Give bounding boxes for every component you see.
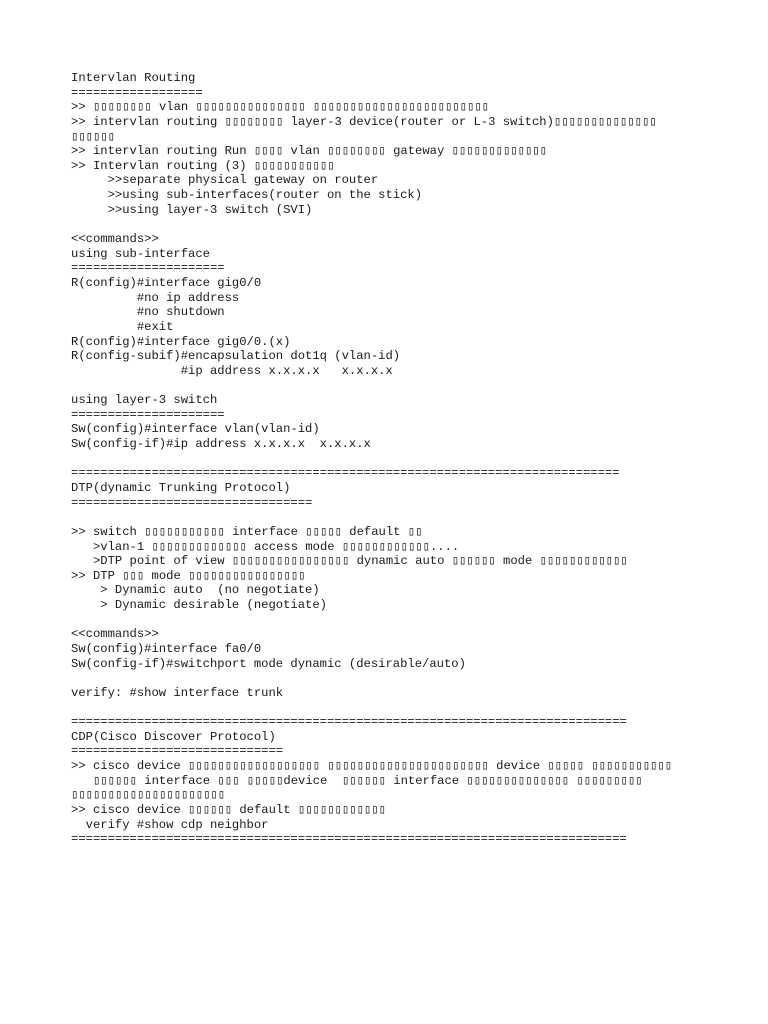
document-line: R(config-subif)#encapsulation dot1q (vlan-id) [71, 349, 401, 364]
document-line [71, 510, 672, 525]
document-line: Sw(config)#interface fa0/0 [71, 641, 262, 656]
document-line [71, 671, 672, 686]
document-line: verify #show cdp neighbor [71, 817, 269, 832]
document-line: <<commands>> [71, 232, 159, 247]
document-line: >>using sub-interfaces(router on the stick) [71, 188, 423, 203]
document-line: ▯▯▯▯▯▯▯▯▯▯▯▯▯▯▯▯▯▯▯▯▯ [71, 788, 226, 803]
document-line: Sw(config)#interface vlan(vlan-id) [71, 422, 320, 437]
document-line: Intervlan Routing [71, 71, 196, 85]
document-line: >> cisco device ▯▯▯▯▯▯▯▯▯▯▯▯▯▯▯▯▯▯ ▯▯▯▯▯▯▯▯▯▯▯▯▯▯▯▯▯▯▯▯▯▯ device ▯▯▯▯▯ ▯▯▯▯▯▯▯▯▯▯▯ [71, 759, 673, 774]
document-line: >> intervlan routing ▯▯▯▯▯▯▯▯ layer-3 device(router or L-3 switch)▯▯▯▯▯▯▯▯▯▯▯▯▯▯ [71, 114, 657, 129]
document-line: ============================= [71, 744, 284, 759]
document-line: #no shutdown [71, 305, 225, 320]
document-line [71, 613, 672, 628]
document-line: #no ip address [71, 290, 240, 305]
document-line: R(config)#interface gig0/0.(x) [71, 334, 291, 349]
document-line: >DTP point of view ▯▯▯▯▯▯▯▯▯▯▯▯▯▯▯▯ dynamic auto ▯▯▯▯▯▯ mode ▯▯▯▯▯▯▯▯▯▯▯▯ [71, 554, 628, 569]
document-line: >>using layer-3 switch (SVI) [71, 202, 313, 217]
document-line: ===================== [71, 261, 225, 276]
document-line [71, 378, 672, 393]
document-line: >> Intervlan routing (3) ▯▯▯▯▯▯▯▯▯▯▯ [71, 158, 335, 173]
document-line: ================================= [71, 495, 313, 510]
document-line: using sub-interface [71, 246, 210, 261]
document-line: DTP(dynamic Trunking Protocol) [71, 480, 291, 495]
document-line: ================== [71, 85, 203, 100]
document-line: ▯▯▯▯▯▯ interface ▯▯▯ ▯▯▯▯▯device ▯▯▯▯▯▯ interface ▯▯▯▯▯▯▯▯▯▯▯▯▯▯ ▯▯▯▯▯▯▯▯▯ [71, 773, 643, 788]
document-line: >> DTP ▯▯▯ mode ▯▯▯▯▯▯▯▯▯▯▯▯▯▯▯▯ [71, 568, 306, 583]
document-line [71, 701, 672, 716]
document-line: ▯▯▯▯▯▯ [71, 129, 116, 144]
document-line [71, 452, 672, 467]
document-text [71, 71, 672, 847]
document-line: #exit [71, 319, 174, 334]
document-line: CDP(Cisco Discover Protocol) [71, 729, 276, 744]
document-line: > Dynamic auto (no negotiate) [71, 583, 320, 598]
document-line: >vlan-1 ▯▯▯▯▯▯▯▯▯▯▯▯▯ access mode ▯▯▯▯▯▯▯▯▯▯▯▯.... [71, 539, 460, 554]
document-line: > Dynamic desirable (negotiate) [71, 598, 327, 613]
document-line: >> ▯▯▯▯▯▯▯▯ vlan ▯▯▯▯▯▯▯▯▯▯▯▯▯▯▯ ▯▯▯▯▯▯▯▯▯▯▯▯▯▯▯▯▯▯▯▯▯▯▯▯ [71, 100, 489, 115]
document-line: R(config)#interface gig0/0 [71, 275, 262, 290]
document-line: >> intervlan routing Run ▯▯▯▯ vlan ▯▯▯▯▯▯▯▯ gateway ▯▯▯▯▯▯▯▯▯▯▯▯▯ [71, 144, 547, 159]
document-line: ===================== [71, 407, 225, 422]
document-line: Sw(config-if)#ip address x.x.x.x x.x.x.x [71, 437, 371, 452]
document-line: Sw(config-if)#switchport mode dynamic (desirable/auto) [71, 656, 466, 671]
document-line: >> cisco device ▯▯▯▯▯▯ default ▯▯▯▯▯▯▯▯▯▯▯▯ [71, 803, 386, 818]
document-line: >>separate physical gateway on router [71, 173, 379, 188]
document-line: ============================================================================ [71, 832, 627, 847]
document-line: #ip address x.x.x.x x.x.x.x [71, 363, 393, 378]
document-line: =========================================================================== [71, 466, 620, 481]
document-line: using layer-3 switch [71, 393, 218, 408]
document-line: verify: #show interface trunk [71, 685, 284, 700]
document-line: >> switch ▯▯▯▯▯▯▯▯▯▯▯ interface ▯▯▯▯▯ default ▯▯ [71, 524, 423, 539]
document-line: ============================================================================ [71, 715, 627, 730]
document-line [71, 217, 672, 232]
document-line: <<commands>> [71, 627, 159, 642]
